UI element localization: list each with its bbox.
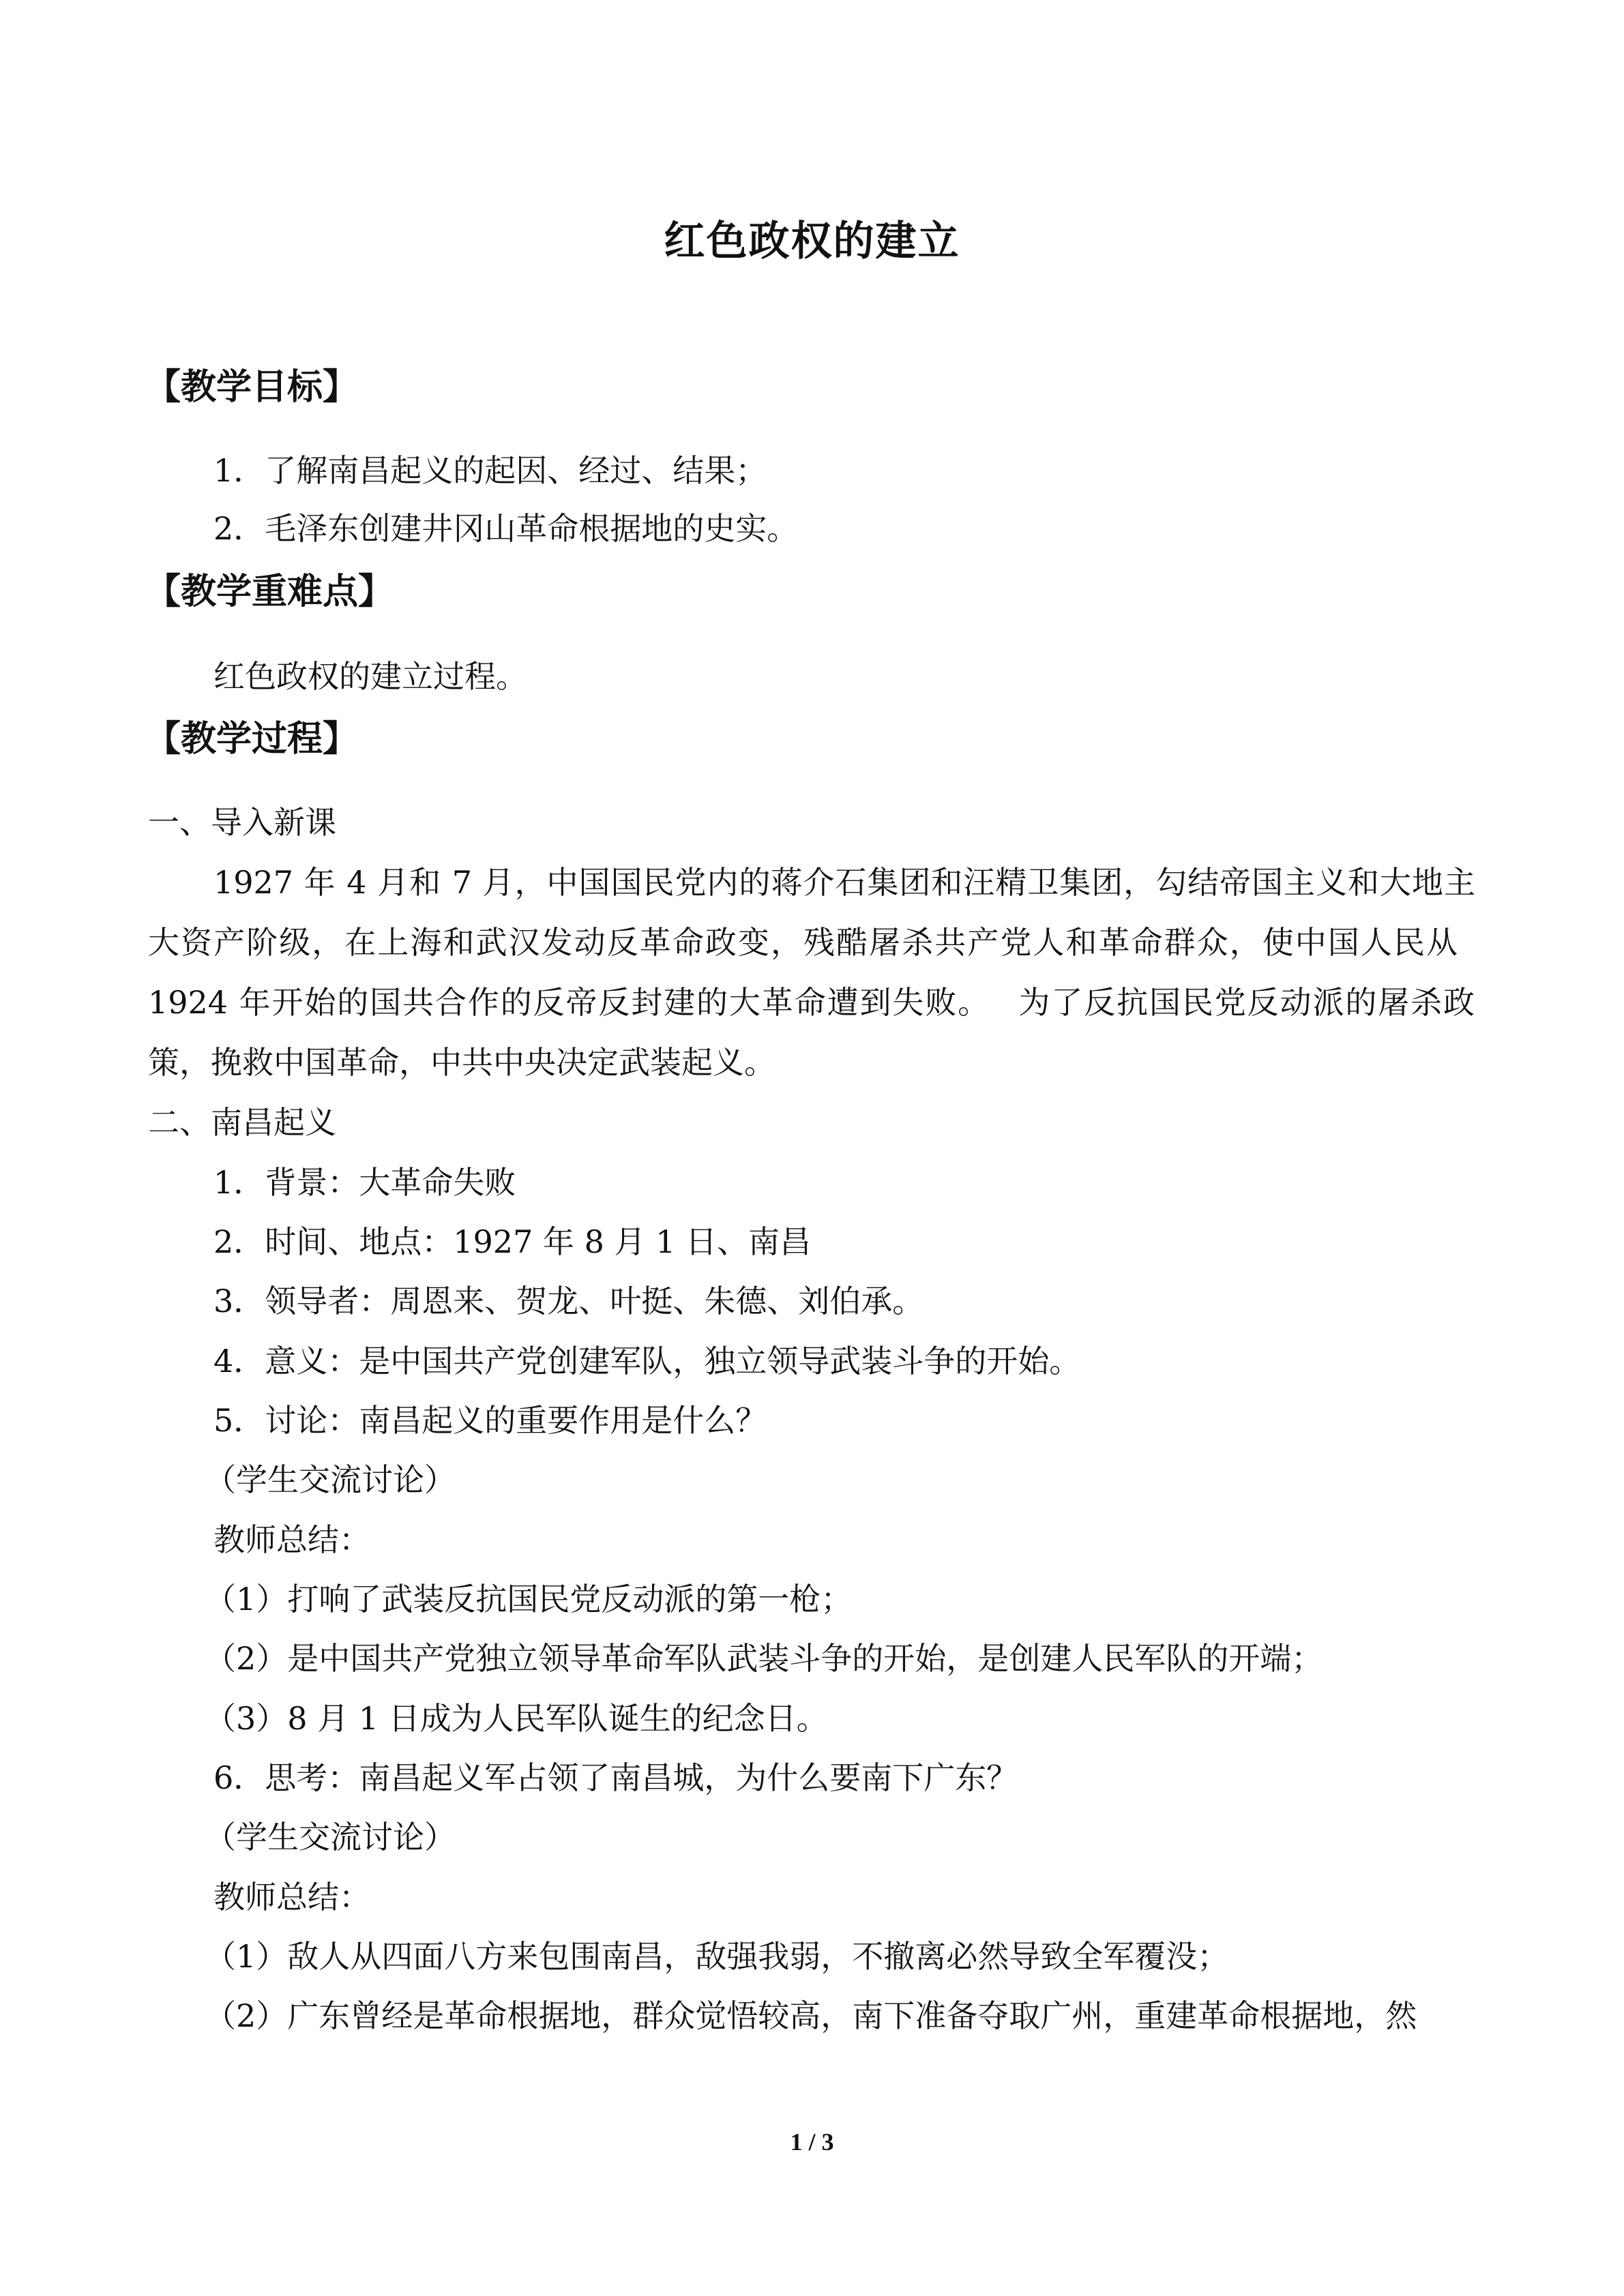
page-number: 1 / 3 [790,2128,834,2156]
key-heading: 【教学重难点】 [145,571,394,612]
goal-item: 1．了解南昌起义的起因、经过、结果； [213,452,767,489]
intro-heading: 一、导入新课 [148,804,336,841]
list-item: （1）敌人从四面八方来包围南昌，敌强我弱，不撤离必然导致全军覆没； [205,1938,1229,1975]
list-item: 4．意义：是中国共产党创建军队，独立领导武装斗争的开始。 [213,1343,1081,1380]
list-item: 6．思考：南昌起义军占领了南昌城，为什么要南下广东？ [213,1759,1018,1796]
list-item: 3．领导者：周恩来、贺龙、叶挺、朱德、刘伯承。 [213,1283,924,1320]
intro-paragraph-line: 1924 年开始的国共合作的反帝反封建的大革命遭到失败。 为了反抗国民党反动派的屠杀政 [148,984,1475,1021]
list-item: （学生交流讨论） [205,1461,456,1498]
list-item: （3）8 月 1 日成为人民军队诞生的纪念日。 [205,1700,828,1737]
intro-paragraph-line: 1927 年 4 月和 7 月，中国国民党内的蒋介石集团和汪精卫集团，勾结帝国主义和大地主 [213,864,1475,901]
intro-paragraph-line: 策，挽救中国革命，中共中央决定武装起义。 [148,1044,776,1081]
list-item: （2）广东曾经是革命根据地，群众觉悟较高，南下准备夺取广州，重建革命根据地，然 [205,1997,1417,2034]
goal-item: 2．毛泽东创建井冈山革命根据地的史实。 [213,510,799,547]
list-item: （2）是中国共产党独立领导革命军队武装斗争的开始，是创建人民军队的开端； [205,1640,1323,1677]
page-title: 红色政权的建立 [664,218,960,265]
list-item: 教师总结： [213,1879,370,1915]
list-item: （学生交流讨论） [205,1819,456,1855]
goals-heading: 【教学目标】 [145,366,359,408]
list-item: 1．背景：大革命失败 [213,1164,516,1201]
list-item: 2．时间、地点：1927 年 8 月 1 日、南昌 [213,1223,811,1260]
process-heading: 【教学过程】 [145,718,359,760]
list-item: 5．讨论：南昌起义的重要作用是什么？ [213,1402,767,1439]
list-item: （1）打响了武装反抗国民党反动派的第一枪； [205,1581,853,1617]
list-item: 教师总结： [213,1521,370,1558]
key-text: 红色政权的建立过程。 [213,658,527,695]
intro-paragraph-line: 大资产阶级，在上海和武汉发动反革命政变，残酷屠杀共产党人和革命群众，使中国人民从 [148,924,1458,961]
nanchang-heading: 二、南昌起义 [148,1104,336,1141]
